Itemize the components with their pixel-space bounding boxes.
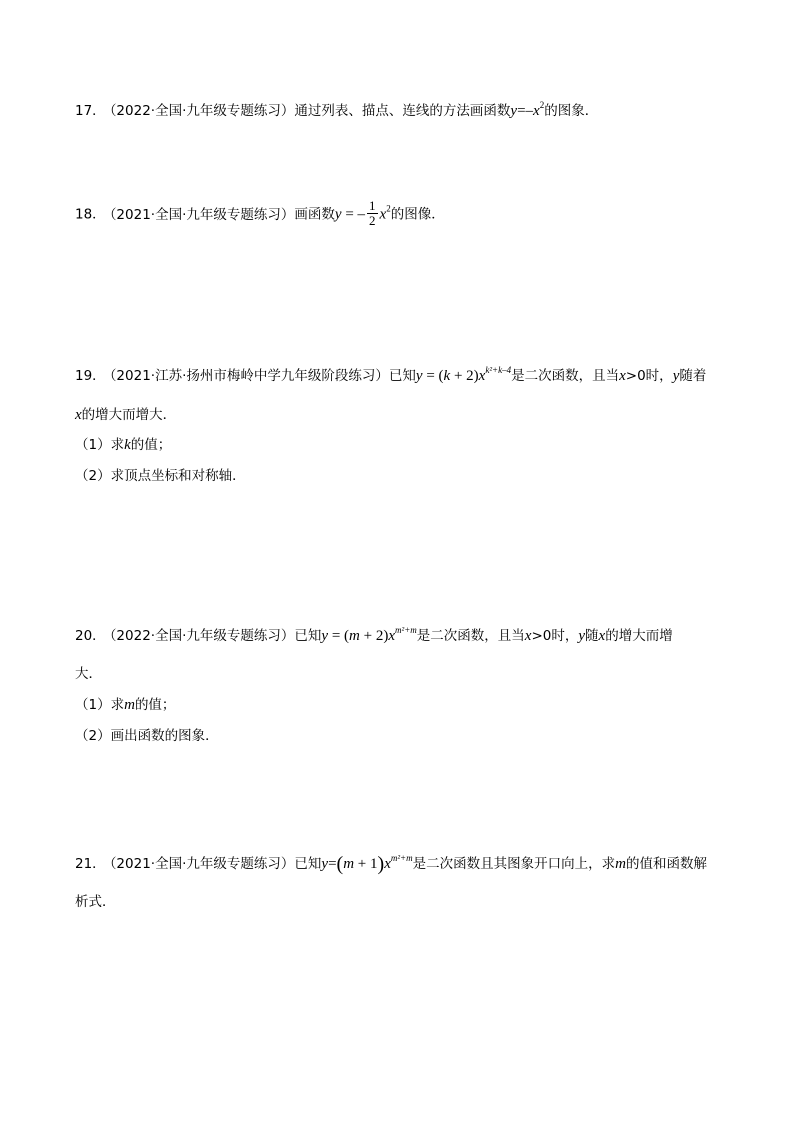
formula-exponent: m²+m <box>395 625 417 635</box>
problem-var-m: m <box>615 856 626 872</box>
formula-var-x: x <box>379 206 387 223</box>
problem-text: 的图象． <box>544 103 599 119</box>
formula-var-x: x <box>388 628 396 644</box>
formula-var-y: y <box>415 368 423 384</box>
problem-text: 随着 <box>679 368 707 384</box>
formula-var-y: y <box>334 206 342 223</box>
sub-question: （2）求顶点坐标和对称轴． <box>75 468 246 484</box>
problem-text: 是二次函数，且当 <box>511 368 620 384</box>
formula-var-x: x <box>478 368 486 384</box>
problem-text: 已知 <box>388 368 416 384</box>
formula-var-y: y <box>510 103 518 119</box>
problem-source: （2022·全国·九年级专题练习） <box>109 628 295 644</box>
cond-text: >0时， <box>625 368 673 384</box>
problem-text: 析式． <box>75 894 116 910</box>
formula-exponent: 2 <box>539 100 545 110</box>
formula-eq: = – <box>341 206 366 223</box>
formula-var-x: x <box>533 103 540 119</box>
problem-text: 已知 <box>294 856 322 872</box>
sub-question-prefix: （1）求 <box>75 697 125 713</box>
problem-20-line2 <box>75 665 102 683</box>
sub-question-var: m <box>124 697 135 713</box>
problem-text: 大． <box>75 666 102 682</box>
formula-plus: + 2) <box>359 628 389 644</box>
problem-text: 随 <box>585 628 599 644</box>
problem-text: 的值和函数解 <box>625 856 707 872</box>
formula-var-m: m <box>343 856 355 872</box>
problem-20-sub1 <box>75 696 175 714</box>
problem-text: 已知 <box>294 628 322 644</box>
sub-question: （2）画出函数的图象． <box>75 728 219 744</box>
problem-21-line2 <box>75 893 116 911</box>
sub-question-suffix: 的值； <box>134 697 176 713</box>
problem-19 <box>75 367 706 385</box>
problem-source: （2021·全国·九年级专题练习） <box>109 206 295 223</box>
formula-eq: = ( <box>422 368 444 384</box>
formula-var-k: k <box>443 368 451 384</box>
problem-source: （2021·江苏·扬州市梅岭中学九年级阶段练习） <box>109 368 389 384</box>
fraction-denominator: 2 <box>369 213 376 228</box>
problem-text: 的增大而增 <box>605 628 673 644</box>
problem-text: 的图像． <box>390 206 445 223</box>
formula-right-paren: ) <box>377 853 385 875</box>
formula-var-y: y <box>321 856 329 872</box>
problem-text: 画函数 <box>294 206 335 223</box>
problem-17 <box>75 102 598 120</box>
problem-18 <box>75 200 445 229</box>
problem-source: （2021·全国·九年级专题练习） <box>109 856 295 872</box>
sub-question-suffix: 的值； <box>130 437 172 453</box>
formula-var-x: x <box>384 856 391 872</box>
formula-plus: + 2) <box>450 368 479 384</box>
problem-number: 19． <box>75 368 106 384</box>
formula-eq: =– <box>517 103 534 119</box>
sub-question-var: k <box>124 437 131 453</box>
formula-eq: = ( <box>328 628 350 644</box>
fraction <box>367 199 378 228</box>
formula-var-y: y <box>321 628 329 644</box>
formula-plus: + 1 <box>354 856 378 872</box>
formula-exponent: k²+k–4 <box>485 365 512 375</box>
problem-number: 20． <box>75 628 106 644</box>
problem-text: 是二次函数且其图象开口向上，求 <box>412 856 616 872</box>
cond-var-x2: x <box>598 628 606 644</box>
problem-21 <box>75 855 707 873</box>
problem-19-sub1 <box>75 436 171 454</box>
problem-text: 的增大而增大． <box>81 407 177 423</box>
line2-var-x: x <box>75 407 82 423</box>
formula-eq: = <box>328 856 337 872</box>
formula-var-m: m <box>349 628 360 644</box>
problem-19-sub2 <box>75 467 246 485</box>
fraction-numerator: 1 <box>369 198 376 213</box>
problem-20 <box>75 627 673 645</box>
cond-var-x: x <box>619 368 626 384</box>
cond-var-x: x <box>524 628 532 644</box>
cond-var-y: y <box>578 628 586 644</box>
sub-question-prefix: （1）求 <box>75 437 125 453</box>
problem-text: 通过列表、描点、连线的方法画函数 <box>294 103 511 119</box>
formula-left-paren: ( <box>336 853 344 875</box>
problem-20-sub2 <box>75 727 219 745</box>
problem-text: 是二次函数，且当 <box>416 628 525 644</box>
problem-number: 17． <box>75 103 106 119</box>
problem-19-line2 <box>75 406 176 424</box>
formula-exponent: m²+m <box>390 853 413 863</box>
problem-source: （2022·全国·九年级专题练习） <box>109 103 295 119</box>
cond-var-y: y <box>672 368 680 384</box>
problem-number: 21． <box>75 856 106 872</box>
cond-text: >0时， <box>531 628 579 644</box>
formula-exponent: 2 <box>386 203 391 214</box>
problem-number: 18． <box>75 206 106 223</box>
